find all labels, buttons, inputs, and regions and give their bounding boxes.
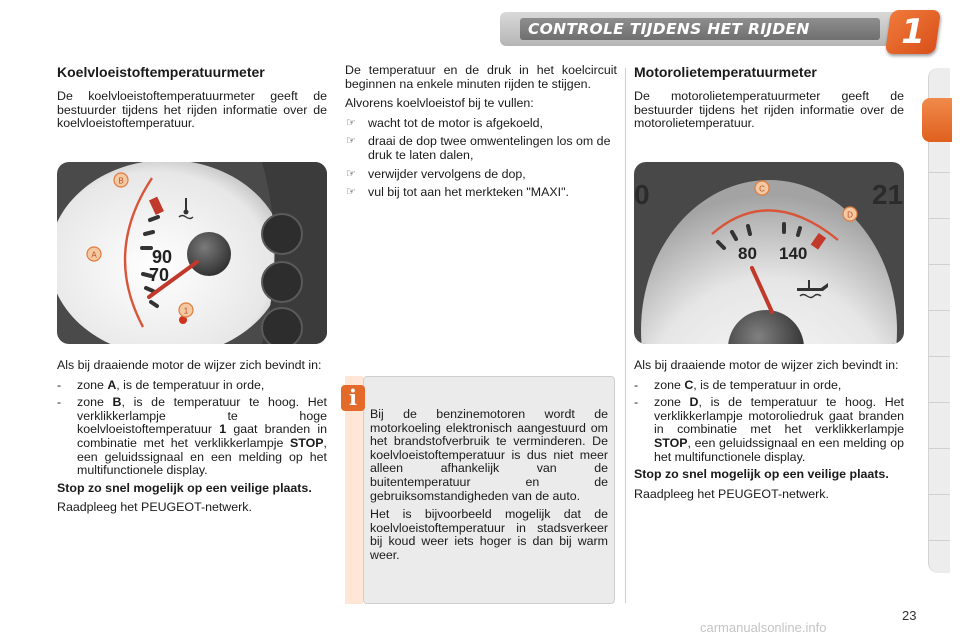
column-divider	[625, 68, 626, 603]
chapter-index-tabs	[928, 68, 950, 573]
chapter-index-divider	[928, 540, 950, 541]
oil-zone-c-item: - zone C, is de temperatuur in orde,	[634, 377, 842, 392]
filling-steps-list	[345, 117, 617, 200]
chapter-index-divider	[928, 310, 950, 311]
pointing-hand-icon: ☞	[346, 167, 356, 180]
info-icon: i	[341, 385, 365, 411]
oil-edge-left-number: 0	[634, 179, 650, 210]
oil-stop-warning: Stop zo snel mogelijk op een veilige plaats.	[634, 467, 889, 482]
coolant-callout-a: A	[91, 250, 97, 260]
chapter-index-divider	[928, 494, 950, 495]
chapter-index-tab-active[interactable]	[922, 98, 952, 142]
coolant-section-bottom	[57, 359, 327, 521]
chapter-index-divider	[928, 448, 950, 449]
page-number: 23	[902, 608, 917, 623]
before-filling-text: Alvorens koelvloeistof bij te vullen:	[345, 96, 534, 111]
coolant-heading: Koelvloeistoftemperatuurmeter	[57, 64, 265, 80]
coolant-scale-70: 70	[149, 265, 170, 285]
coolant-callout-1: 1	[183, 306, 189, 316]
pointing-hand-icon: ☞	[346, 135, 356, 148]
chapter-number: 1	[901, 12, 925, 52]
oil-zone-list	[634, 379, 904, 465]
oil-running-text: Als bij draaiende motor de wijzer zich bevindt in:	[634, 358, 899, 372]
oil-section-top	[634, 64, 904, 137]
chapter-index-divider	[928, 356, 950, 357]
coolant-zone-list	[57, 379, 327, 478]
oil-callout-d: D	[847, 210, 853, 220]
oil-section-bottom	[634, 359, 904, 507]
coolant-pressure-text: De temperatuur en de druk in het koelcircuit beginnen na enkele minuten rijden te stijgen.	[345, 63, 617, 91]
coolant-fill-section	[345, 64, 617, 205]
oil-heading: Motorolietemperatuurmeter	[634, 64, 817, 80]
chapter-index-divider	[928, 402, 950, 403]
filling-step: ☞ draai de dop twee omwentelingen los om de druk te laten dalen,	[346, 134, 611, 162]
coolant-intro: De koelvloeistoftemperatuurmeter geeft de bestuurder tijdens het rijden informatie over de koelvloeistoftemperatuur.	[57, 89, 327, 131]
chapter-index-divider	[928, 218, 950, 219]
coolant-zone-b-item: - zone B, is de temperatuur te hoog. Het verklikkerlampje te hoge koelvloeistoftemperatuur 1 gaat branden in combinatie met het verklikkerlampje STOP, een geluidssignaal en een melding op het multifunctionele display.	[57, 395, 328, 478]
oil-zone-d-item: - zone D, is de temperatuur te hoog. Het verklikkerlampje motoroliedruk gaat branden in combinatie met het verklikkerlampje STOP, een geluidssignaal en een melding op het multifunctionele display.	[634, 395, 904, 464]
coolant-consult-network: Raadpleeg het PEUGEOT-netwerk.	[57, 500, 252, 515]
watermark: carmanualsonline.info	[700, 620, 827, 635]
oil-gauge-illustration	[634, 162, 904, 344]
coolant-gauge-illustration	[57, 162, 327, 344]
oil-edge-right-number: 21	[872, 179, 904, 210]
info-paragraph-2: Het is bijvoorbeeld mogelijk dat de koelvloeistoftemperatuur in stadsverkeer bij koud weer iets hoger is dan bij warm weer.	[370, 507, 608, 562]
filling-step: ☞ wacht tot de motor is afgekoeld,	[346, 115, 543, 130]
oil-scale-80: 80	[738, 244, 757, 263]
coolant-stop-warning: Stop zo snel mogelijk op een veilige plaats.	[57, 480, 312, 495]
coolant-scale-90: 90	[152, 247, 173, 267]
info-paragraph-1: Bij de benzinemotoren wordt de motorkoeling elektronisch aangestuurd om het brandstofverbruik te verminderen. De koelvloeistoftemperatuur is dus niet meer alleen afhankelijk van de buitentemperatuur en de gebruiksomstandigheden van de auto.	[370, 407, 608, 503]
coolant-running-text: Als bij draaiende motor de wijzer zich bevindt in:	[57, 358, 322, 372]
oil-intro: De motorolietemperatuurmeter geeft de bestuurder tijdens het rijden informatie over de motorolietemperatuur.	[634, 89, 904, 131]
oil-scale-140: 140	[779, 244, 808, 263]
pointing-hand-icon: ☞	[346, 186, 356, 199]
coolant-callout-b: B	[118, 176, 124, 186]
coolant-section-top	[57, 64, 327, 137]
pointing-hand-icon: ☞	[346, 116, 356, 129]
info-box-text	[370, 408, 608, 568]
coolant-needle-hub	[187, 232, 231, 276]
oil-consult-network: Raadpleeg het PEUGEOT-netwerk.	[634, 486, 829, 501]
chapter-index-divider	[928, 264, 950, 265]
chapter-index-divider	[928, 172, 950, 173]
filling-step: ☞ verwijder vervolgens de dop,	[346, 166, 526, 181]
filling-step: ☞ vul bij tot aan het merkteken "MAXI".	[346, 185, 569, 200]
coolant-zone-a-item: - zone A, is de temperatuur in orde,	[57, 377, 265, 392]
oil-callout-c: C	[759, 184, 765, 194]
page-title: CONTROLE TIJDENS HET RIJDEN	[528, 20, 810, 38]
